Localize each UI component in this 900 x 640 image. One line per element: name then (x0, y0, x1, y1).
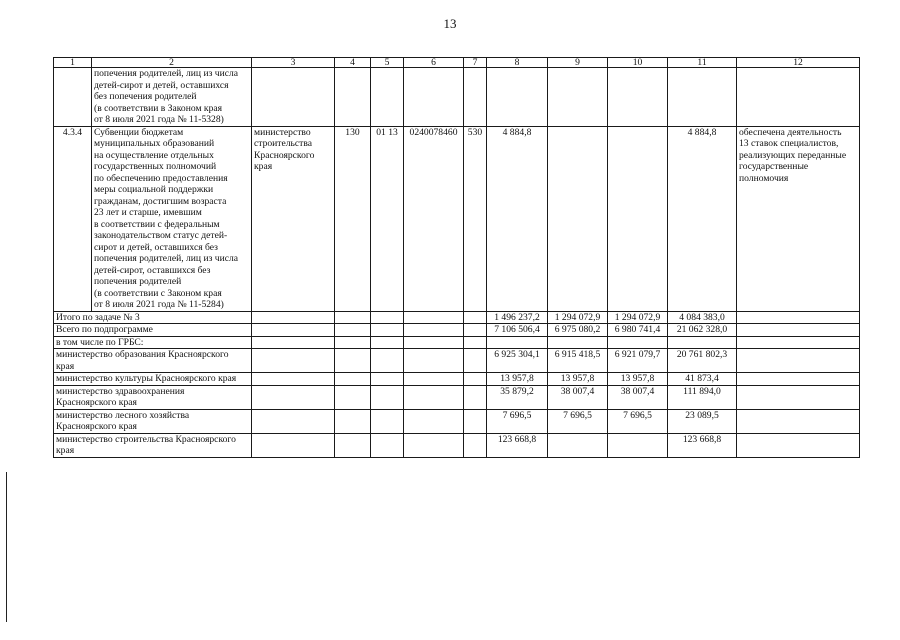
empty-cell (464, 433, 487, 457)
item-year2 (548, 126, 608, 311)
empty-cell (737, 324, 860, 337)
summary-y2 (548, 336, 608, 349)
empty-cell (371, 336, 404, 349)
summary-y3: 13 957,8 (608, 373, 668, 386)
summary-y3 (608, 336, 668, 349)
summary-label: министерство культуры Красноярского края (54, 373, 252, 386)
summary-y3: 1 294 072,9 (608, 311, 668, 324)
empty-cell (252, 336, 335, 349)
empty-cell (737, 373, 860, 386)
empty-cell (371, 324, 404, 337)
header-cell: 5 (371, 58, 404, 68)
empty-cell (335, 433, 371, 457)
empty-cell (371, 349, 404, 373)
item-grbs: 130 (335, 126, 371, 311)
empty-cell (252, 311, 335, 324)
empty-cell (464, 385, 487, 409)
summary-label: министерство строительства Красноярского края (54, 433, 252, 457)
empty-cell (371, 311, 404, 324)
header-cell: 4 (335, 58, 371, 68)
summary-total: 4 084 383,0 (668, 311, 737, 324)
summary-y2: 13 957,8 (548, 373, 608, 386)
empty-cell (404, 433, 464, 457)
item-csr: 0240078460 (404, 126, 464, 311)
header-cell: 6 (404, 58, 464, 68)
summary-label: министерство здравоохранения Красноярского края (54, 385, 252, 409)
summary-y2: 1 294 072,9 (548, 311, 608, 324)
empty-cell (252, 433, 335, 457)
header-cell: 12 (737, 58, 860, 68)
summary-y1: 7 106 506,4 (487, 324, 548, 337)
summary-row (54, 349, 860, 373)
item-row (54, 126, 860, 311)
budget-table (53, 57, 860, 458)
item-year3 (608, 126, 668, 311)
empty-cell (464, 324, 487, 337)
empty-cell (335, 409, 371, 433)
summary-y2: 7 696,5 (548, 409, 608, 433)
empty-cell (252, 409, 335, 433)
empty-cell (464, 336, 487, 349)
summary-label: Итого по задаче № 3 (54, 311, 252, 324)
summary-y3: 38 007,4 (608, 385, 668, 409)
header-cell: 3 (252, 58, 335, 68)
header-cell: 9 (548, 58, 608, 68)
empty-cell (737, 409, 860, 433)
empty-cell (335, 324, 371, 337)
item-number: 4.3.4 (54, 126, 92, 311)
margin-line (6, 472, 7, 622)
summary-label: министерство образования Красноярского края (54, 349, 252, 373)
summary-row (54, 433, 860, 457)
empty-cell (371, 373, 404, 386)
empty-cell (252, 324, 335, 337)
summary-y2 (548, 433, 608, 457)
empty-cell (404, 349, 464, 373)
empty-cell (252, 349, 335, 373)
summary-total: 111 894,0 (668, 385, 737, 409)
summary-y1: 13 957,8 (487, 373, 548, 386)
empty-cell (404, 409, 464, 433)
header-cell: 7 (464, 58, 487, 68)
summary-y2: 38 007,4 (548, 385, 608, 409)
empty-cell (404, 324, 464, 337)
empty-cell (404, 385, 464, 409)
empty-cell (371, 433, 404, 457)
header-cell: 1 (54, 58, 92, 68)
item-ministry: министерство строительства Красноярского края (252, 126, 335, 311)
summary-y1: 7 696,5 (487, 409, 548, 433)
summary-y2: 6 915 418,5 (548, 349, 608, 373)
item-description: Субвенции бюджетам муниципальных образований на осуществление отдельных государственных полномочий по обеспечению предоставления меры социальной поддержки гражданам, достигшим возраста 23 лет и старше, имевшим в соответствии с федеральным законодательством статус детей- сирот и детей, оставшихся без попечения родителей, лиц из числа детей-сирот, оставшихся без попечения родителей (в соответствии с Законом края от 8 июля 2021 года № 11-5284) (92, 126, 252, 311)
continued-description: попечения родителей, лиц из числа детей-сирот и детей, оставшихся без попечения родителей (в соответствии в Законом края от 8 июля 2021 года № 11-5328) (92, 68, 252, 127)
empty-cell (252, 373, 335, 386)
summary-row (54, 324, 860, 337)
empty-cell (335, 373, 371, 386)
empty-cell (335, 336, 371, 349)
item-year1: 4 884,8 (487, 126, 548, 311)
empty-cell (335, 349, 371, 373)
summary-y3: 6 980 741,4 (608, 324, 668, 337)
summary-y1: 1 496 237,2 (487, 311, 548, 324)
summary-total: 23 089,5 (668, 409, 737, 433)
summary-row (54, 385, 860, 409)
empty-cell (737, 433, 860, 457)
item-vr: 530 (464, 126, 487, 311)
empty-cell (404, 373, 464, 386)
empty-cell (464, 409, 487, 433)
continued-row (54, 68, 860, 127)
empty-cell (252, 385, 335, 409)
summary-rows (54, 311, 860, 457)
summary-row (54, 336, 860, 349)
empty-cell (335, 385, 371, 409)
summary-label: Всего по подпрограмме (54, 324, 252, 337)
summary-y3 (608, 433, 668, 457)
empty-cell (335, 311, 371, 324)
summary-total (668, 336, 737, 349)
header-cell: 11 (668, 58, 737, 68)
empty-cell (737, 349, 860, 373)
empty-cell (464, 349, 487, 373)
empty-cell (464, 373, 487, 386)
summary-y1: 35 879,2 (487, 385, 548, 409)
empty-cell (371, 385, 404, 409)
empty-cell (371, 409, 404, 433)
item-result: обеспечена деятельность 13 ставок специалистов, реализующих переданные государственные полномочия (737, 126, 860, 311)
summary-y1: 6 925 304,1 (487, 349, 548, 373)
summary-y3: 6 921 079,7 (608, 349, 668, 373)
summary-y1 (487, 336, 548, 349)
empty-cell (737, 311, 860, 324)
summary-label: министерство лесного хозяйства Красноярского края (54, 409, 252, 433)
summary-row (54, 409, 860, 433)
header-cell: 2 (92, 58, 252, 68)
empty-cell (404, 311, 464, 324)
page-number: 13 (443, 16, 457, 31)
summary-label: в том числе по ГРБС: (54, 336, 252, 349)
summary-total: 21 062 328,0 (668, 324, 737, 337)
summary-y1: 123 668,8 (487, 433, 548, 457)
summary-total: 41 873,4 (668, 373, 737, 386)
summary-y2: 6 975 080,2 (548, 324, 608, 337)
summary-total: 123 668,8 (668, 433, 737, 457)
header-cell: 8 (487, 58, 548, 68)
item-section: 01 13 (371, 126, 404, 311)
empty-cell (464, 311, 487, 324)
item-total: 4 884,8 (668, 126, 737, 311)
summary-y3: 7 696,5 (608, 409, 668, 433)
empty-cell (404, 336, 464, 349)
header-row (54, 58, 860, 68)
header-cell: 10 (608, 58, 668, 68)
summary-row (54, 373, 860, 386)
empty-cell (737, 336, 860, 349)
empty-cell (737, 385, 860, 409)
summary-row (54, 311, 860, 324)
summary-total: 20 761 802,3 (668, 349, 737, 373)
